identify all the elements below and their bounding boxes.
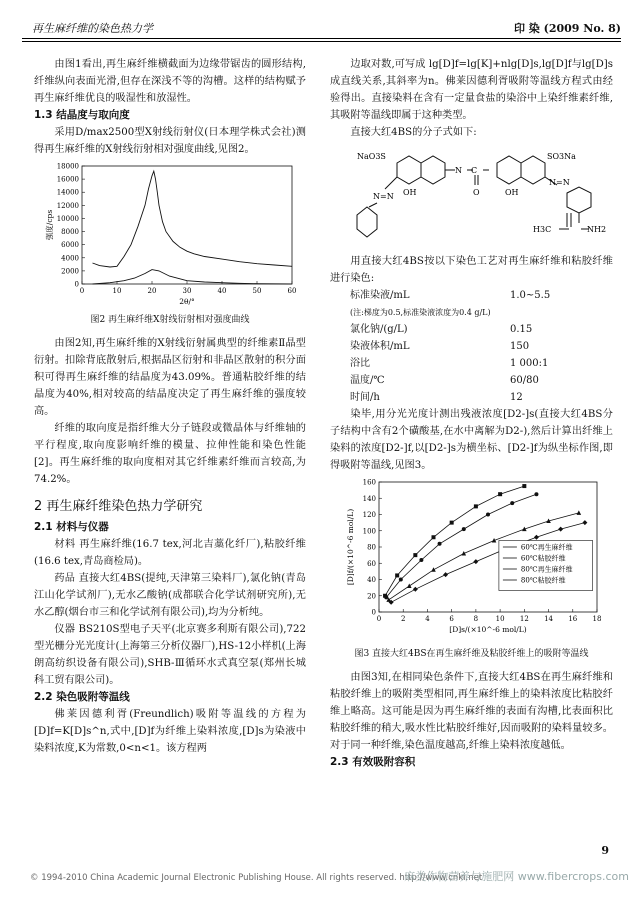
y-tick-label: 16000: [56, 175, 79, 184]
x-tick-label: 50: [252, 287, 262, 295]
y-tick-label: 8000: [61, 228, 79, 237]
struct-label-h3c: H3C: [532, 225, 551, 234]
data-point: [498, 492, 502, 496]
param-key: 浴比: [350, 358, 370, 369]
param-row: [350, 372, 610, 389]
figure-caption: 图2 再生麻纤维X射线衍射相对强度曲线: [90, 315, 250, 325]
param-key: 氯化钠/(g/L): [350, 324, 408, 335]
data-point: [398, 578, 402, 582]
journal-issue: 印 染 (2009 No. 8): [513, 22, 621, 35]
series-line: [93, 171, 293, 267]
param-row: [350, 389, 610, 406]
molecular-structure: [337, 143, 607, 251]
data-point: [522, 484, 526, 488]
data-point: [486, 513, 490, 517]
struct-label-oh: OH: [402, 188, 417, 197]
paragraph: 用直接大红4BS按以下染色工艺对再生麻纤维和粘胶纤维进行染色:: [330, 256, 613, 284]
y-axis-label: [D]f/(×10^-6 mol/L): [345, 508, 355, 586]
figure-caption: 图3 直接大红4BS在再生麻纤维及粘胶纤维上的吸附等温线: [354, 649, 589, 659]
struct-label-c: C: [470, 166, 477, 175]
param-row: [350, 304, 610, 321]
x-tick-label: 10: [495, 615, 505, 623]
data-point: [461, 527, 465, 531]
y-tick-label: 80: [366, 543, 376, 552]
struct-label-so3na: SO3Na: [546, 152, 576, 161]
y-tick-label: 40: [366, 576, 376, 584]
y-tick-label: 2000: [61, 267, 79, 276]
param-row: [350, 287, 610, 304]
section-heading: 2 再生麻纤维染色热力学研究: [34, 499, 203, 514]
adsorption-isotherm-chart: [337, 476, 607, 644]
x-axis-label: 2θ/°: [179, 297, 195, 306]
section-heading: 1.3 结晶度与取向度: [34, 109, 130, 121]
param-value: 60/80: [510, 375, 539, 386]
param-key: 标准染液/mL: [350, 290, 410, 301]
y-tick-label: 14000: [56, 188, 79, 197]
y-tick-label: 120: [362, 511, 376, 519]
data-point: [582, 520, 587, 525]
y-tick-label: 10000: [56, 214, 79, 223]
struct-label-naso3: NaO3S: [356, 152, 386, 161]
xrd-chart: [40, 160, 300, 310]
struct-label-azo: N=N: [548, 178, 570, 187]
data-point: [576, 510, 581, 515]
data-point: [412, 587, 417, 592]
series-line: [93, 270, 293, 284]
left-column: [34, 56, 306, 757]
param-row: [350, 321, 610, 338]
data-point: [431, 535, 435, 539]
paragraph: 仪器 BS210S型电子天平(北京赛多利斯有限公司),722型光栅分光光度计(上海第三分析仪器厂),HS-12小样机(上海朗高纺织设备有限公司),SHB-Ⅲ循环水式真空泵(郑州长城科工贸有限公司)。: [34, 624, 306, 686]
paragraph: 染毕,用分光光度计测出残液浓度[D2-]s(直接大红4BS分子结构中含有2个磺酸基,在水中离解为D2-),然后计算出纤维上染料的浓度[D2-]f,以[D2-]s为横坐标、[D2-]f为纵坐标作图,即得吸附等温线,见图3。: [330, 409, 613, 471]
data-point: [413, 553, 417, 557]
y-tick-label: 12000: [56, 201, 79, 210]
data-point: [419, 558, 423, 562]
param-value: 1.0~5.5: [510, 290, 551, 301]
y-tick-label: 0: [74, 280, 79, 289]
x-tick-label: 60: [287, 287, 297, 295]
data-point: [395, 573, 399, 577]
param-key: 染液体积/mL: [350, 341, 410, 352]
y-tick-label: 140: [362, 494, 376, 503]
page-header: [22, 20, 621, 38]
data-point: [443, 572, 448, 577]
x-tick-label: 10: [112, 287, 122, 295]
data-point: [431, 567, 436, 572]
x-axis-label: [D]s/(×10^-6 mol/L): [448, 625, 527, 634]
x-tick-label: 4: [424, 615, 430, 623]
x-tick-label: 8: [473, 615, 478, 623]
subsection-heading: 2.3 有效吸附容积: [330, 756, 416, 768]
param-value: 0.15: [510, 324, 533, 335]
paragraph: 佛莱因德利胥(Freundlich)吸附等温线的方程为[D]f=K[D]s^n,式中,[D]f为纤维上染料浓度,[D]s为染液中染料浓度,K为常数,0<n<1。该方程两: [34, 709, 306, 754]
x-tick-label: 0: [79, 287, 85, 295]
y-axis-label: 强度/cps: [45, 209, 54, 241]
data-point: [533, 535, 538, 540]
y-tick-label: 4000: [61, 254, 79, 263]
page-number: 9: [601, 844, 609, 857]
legend-entry: 60℃再生麻纤维: [520, 543, 573, 552]
x-tick-label: 18: [592, 615, 601, 623]
y-tick-label: 100: [362, 527, 376, 536]
data-point: [558, 527, 563, 532]
x-tick-label: 40: [217, 287, 227, 295]
paragraph: 药品 直接大红4BS(提纯,天津第三染料厂),氯化钠(青岛江山化学试剂厂),无水乙酸钠(成都联合化学试剂研究所),无水乙醇(烟台市三和化学试剂有限公司),均为分析纯。: [34, 573, 306, 618]
struct-label-o: O: [472, 188, 480, 197]
param-key: (注:梯度为0.5,标准染液浓度为0.4 g/L): [350, 308, 491, 317]
data-point: [449, 521, 453, 525]
header-rule: [22, 38, 621, 39]
header-rule-thin: [22, 41, 621, 42]
paragraph: 由图2知,再生麻纤维的X射线衍射属典型的纤维素Ⅱ晶型衍射。扣除背底散射后,根据晶区衍射和非晶区散射的积分面积可得再生麻纤维的结晶度为43.09%。普通粘胶纤维的结晶度为40%,相对较高的结晶度决定了再生麻纤维的强度较高。: [34, 338, 306, 417]
y-tick-label: 0: [371, 608, 376, 617]
paragraph: 直接大红4BS的分子式如下:: [350, 127, 477, 138]
y-tick-label: 160: [362, 478, 376, 487]
param-row: [350, 355, 610, 372]
data-point: [437, 542, 441, 546]
struct-label-oh: OH: [504, 188, 519, 197]
x-tick-label: 0: [376, 615, 381, 623]
x-tick-label: 16: [567, 615, 577, 623]
param-key: 时间/h: [350, 392, 380, 403]
x-tick-label: 14: [543, 615, 553, 623]
y-tick-label: 6000: [61, 241, 79, 250]
data-point: [473, 504, 477, 508]
struct-label-n: N: [454, 166, 462, 175]
x-tick-label: 20: [147, 287, 157, 295]
param-key: 温度/℃: [350, 375, 385, 386]
running-title: 再生麻纤维的染色热力学: [32, 22, 153, 35]
paragraph: 纤维的取向度是指纤维大分子链段或微晶体与纤维轴的平行程度,取向度影响纤维的模量、拉伸性能和染色性能[2]。再生麻纤维的取向度相对其它纤维素纤维而言较高,为74.2%。: [34, 423, 306, 485]
x-tick-label: 2: [400, 615, 405, 623]
struct-label-nh2: NH2: [586, 225, 606, 234]
dyeing-parameters: [350, 287, 610, 406]
subsection-heading: 2.1 材料与仪器: [34, 521, 109, 533]
watermark: 麻类作物营养与施肥网 www.fibercrops.com: [404, 870, 629, 883]
legend-entry: 80℃再生麻纤维: [520, 565, 573, 574]
subsection-heading: 2.2 染色吸附等温线: [34, 691, 130, 703]
y-tick-label: 60: [366, 559, 376, 568]
data-point: [406, 584, 411, 589]
copyright-footer: © 1994-2010 China Academic Journal Electronic Publishing House. All rights reserved. http://www.cnki.net: [30, 873, 483, 883]
paragraph: 由图3知,在相同染色条件下,直接大红4BS在再生麻纤维和粘胶纤维上的吸附类型相同,再生麻纤维上的染料浓度比粘胶纤维上略高。这可能是因为再生麻纤维的表面有沟槽,比表面积比粘胶纤维的稍大,吸水性比粘胶纤维好,因而吸附的染料量较多。对于同一种纤维,染色温度越高,纤维上染料浓度越低。: [330, 672, 613, 751]
paragraph: 采用D/max2500型X射线衍射仪(日本理学株式会社)测得再生麻纤维的X射线衍射相对强度曲线,见图2。: [34, 127, 306, 155]
y-tick-label: 20: [366, 592, 376, 601]
x-tick-label: 30: [182, 287, 192, 295]
legend-entry: 60℃粘胶纤维: [520, 554, 566, 563]
data-point: [510, 501, 514, 505]
x-tick-label: 6: [448, 615, 454, 623]
y-tick-label: 18000: [56, 162, 79, 171]
data-point: [384, 595, 388, 599]
x-tick-label: 12: [519, 615, 529, 623]
paragraph: 边取对数,可写成 lg[D]f=lg[K]+nlg[D]s,lg[D]f与lg[D]s成直线关系,其斜率为n。佛莱因德利胥吸附等温线方程式由经验得出。直接染料在含有一定量食盐的染浴中上染纤维素纤维,其吸附等温线即属于这种类型。: [330, 59, 613, 121]
param-value: 150: [510, 341, 530, 352]
data-point: [473, 559, 478, 564]
legend-entry: 80℃粘胶纤维: [520, 576, 566, 585]
paragraph: 由图1看出,再生麻纤维横截面为边缘带锯齿的圆形结构,纤维纵向表面光滑,但存在深浅不等的沟槽。这样的结构赋予再生麻纤维优良的吸湿性和放湿性。: [34, 59, 306, 104]
param-row: [350, 338, 610, 355]
param-value: 1 000:1: [510, 358, 549, 369]
right-column: [330, 56, 613, 771]
paragraph: 材料 再生麻纤维(16.7 tex,河北吉藁化纤厂),粘胶纤维(16.6 tex,青岛商检局)。: [34, 539, 306, 567]
param-value: 12: [510, 392, 523, 403]
struct-label-azo: N=N: [372, 192, 394, 201]
data-point: [534, 492, 538, 496]
